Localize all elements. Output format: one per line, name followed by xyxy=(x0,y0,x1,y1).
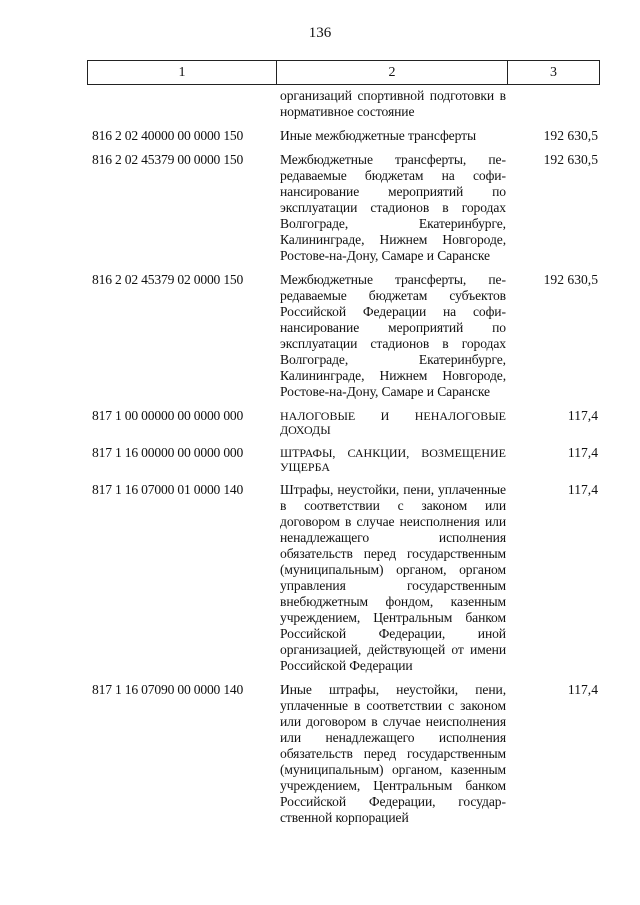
table-row xyxy=(0,152,640,264)
row-name: Иные штрафы, неустойки, пени, уплаченные в соответствии с законом или договором в случае неисполнения или ненадлежащего исполнения обязательств перед государственным (муниципальным) органом, казенным учреждением, Центральным банком Российской Федерации, государственной корпорацией xyxy=(280,682,506,825)
table-row xyxy=(0,272,640,400)
row-name: Иные межбюджетные трансферты xyxy=(280,128,476,143)
row-code: 817 1 16 00000 00 0000 000 xyxy=(92,445,244,460)
row-value: 192 630,5 xyxy=(543,152,598,167)
row-code: 816 2 02 40000 00 0000 150 xyxy=(92,128,244,143)
row-value: 117,4 xyxy=(567,408,598,423)
table-row xyxy=(0,682,640,826)
row-value: 192 630,5 xyxy=(543,272,598,287)
row-name: НАЛОГОВЫЕ И НЕНАЛОГОВЫЕ ДОХОДЫ xyxy=(280,409,506,437)
row-name: ШТРАФЫ, САНКЦИИ, ВОЗМЕЩЕНИЕ УЩЕРБА xyxy=(280,446,506,474)
row-code: 816 2 02 45379 02 0000 150 xyxy=(92,272,244,287)
table-row xyxy=(0,88,640,120)
row-code: 817 1 00 00000 00 0000 000 xyxy=(92,408,244,423)
row-code: 817 1 16 07090 00 0000 140 xyxy=(92,682,244,697)
row-code: 816 2 02 45379 00 0000 150 xyxy=(92,152,244,167)
row-name: организаций спортивной подготовки в нормативное состояние xyxy=(280,88,506,119)
table-row xyxy=(0,482,640,674)
column-header-1: 1 xyxy=(88,61,277,84)
table-row xyxy=(0,445,640,474)
row-code xyxy=(0,88,280,120)
row-name: Межбюджетные трансферты, передаваемые бюджетам на софинансирование мероприятий по эксплуатации стадионов в городах Волгограде, Екатеринбурге, Калининграде, Нижнем Новгороде, Ростове-на-Дону, Самаре и Саранске xyxy=(280,152,506,263)
row-value: 192 630,5 xyxy=(543,128,598,143)
column-header-2: 2 xyxy=(277,61,508,84)
row-value: 117,4 xyxy=(567,682,598,697)
row-name: Межбюджетные трансферты, передаваемые бюджетам субъектов Российской Федерации на софинансирование мероприятий по эксплуатации стадионов в городах Волгограде, Екатеринбурге, Калининграде, Нижнем Новгороде, Ростове-на-Дону, Самаре и Саранске xyxy=(280,272,506,399)
table-header xyxy=(87,60,600,85)
table-row xyxy=(0,128,640,144)
row-code: 817 1 16 07000 01 0000 140 xyxy=(92,482,244,497)
row-value: 117,4 xyxy=(567,482,598,497)
column-header-3: 3 xyxy=(550,64,557,80)
row-name: Штрафы, неустойки, пени, уплаченные в соответствии с законом или договором в случае неисполнения или ненадлежащего исполнения обязательств перед государственным (муниципальным) органом, органом управления государственным внебюджетным фондом, казенным учреждением, Центральным банком Российской Федерации, иной организацией, действующей от имени Российской Федерации xyxy=(280,482,506,673)
table-row xyxy=(0,408,640,437)
page-number: 136 xyxy=(308,25,332,41)
row-value xyxy=(506,88,598,120)
row-value: 117,4 xyxy=(567,445,598,460)
table-body xyxy=(0,88,640,826)
